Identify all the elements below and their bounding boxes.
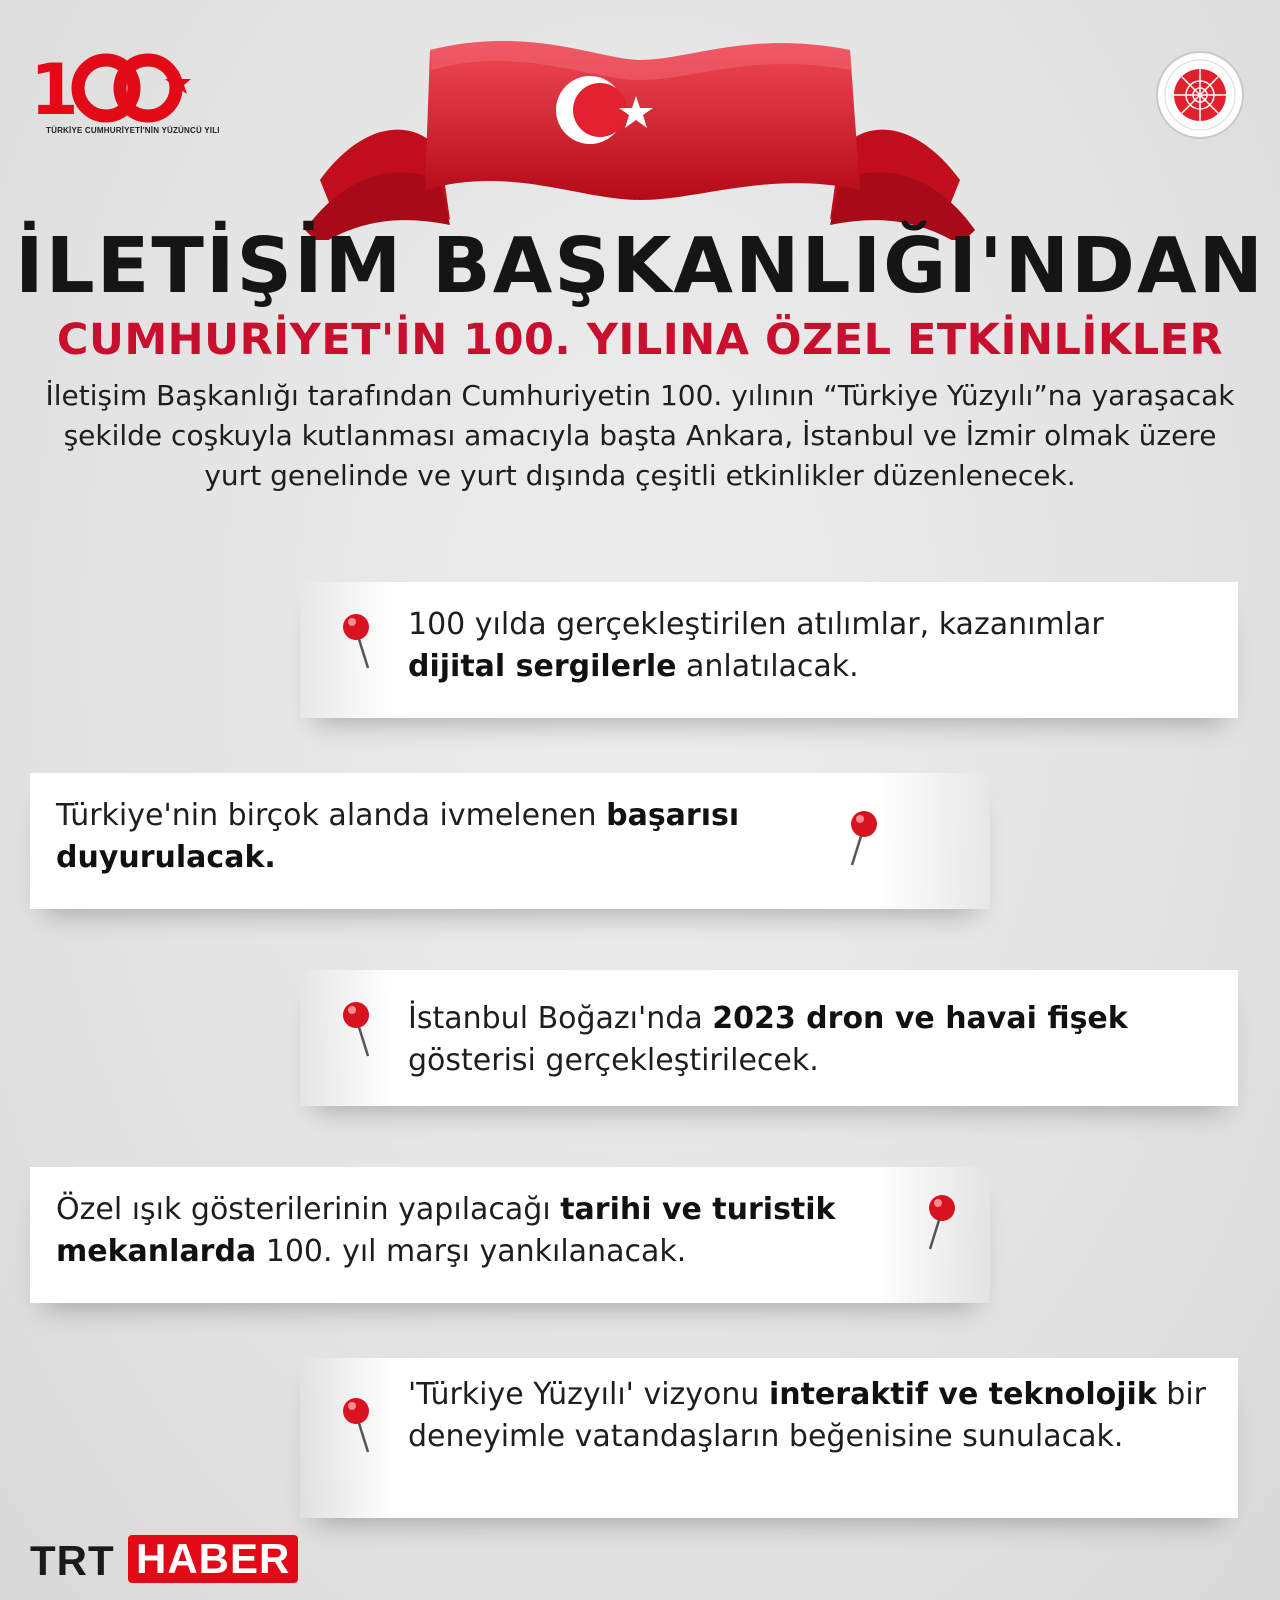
- event-card-2: [30, 773, 990, 909]
- pushpin-icon: [840, 809, 880, 873]
- page-subtitle: CUMHURİYET'İN 100. YILINA ÖZEL ETKİNLİKLER: [56, 315, 1224, 365]
- event-text-4: Özel ışık gösterilerinin yapılacağı tarihi ve turistik mekanlarda 100. yıl marşı yankılanacak.: [56, 1192, 836, 1269]
- event-text-3: İstanbul Boğazı'nda 2023 dron ve havai fişek gösterisi gerçekleştirilecek.: [408, 1001, 1128, 1078]
- event-text-5: 'Türkiye Yüzyılı' vizyonu interaktif ve teknolojik bir deneyimle vatandaşların beğenisine sunulacak.: [408, 1377, 1207, 1454]
- trt-haber-logo: [30, 1535, 320, 1585]
- event-text-1: 100 yılda gerçekleştirilen atılımlar, kazanımlar dijital sergilerle anlatılacak.: [408, 607, 1104, 684]
- pushpin-icon: [340, 1000, 380, 1064]
- event-card-3: [300, 970, 1238, 1106]
- centennial-logo-mark: [28, 48, 198, 128]
- page-title: İLETİŞİM BAŞKANLIĞI'NDAN: [15, 222, 1265, 311]
- centennial-logo: [28, 48, 220, 138]
- event-card-4: [30, 1167, 990, 1303]
- pushpin-icon: [340, 612, 380, 676]
- intro-paragraph: İletişim Başkanlığı tarafından Cumhuriyetin 100. yılının “Türkiye Yüzyılı”na yaraşacak şekilde coşkuyla kutlanması amacıyla başta Ankara, İstanbul ve İzmir olmak üzere yurt genelinde ve yurt dışında çeşitli etkinlikler düzenlenecek.: [45, 379, 1235, 492]
- centennial-logo-caption: TÜRKİYE CUMHURİYETİ'NİN YÜZÜNCÜ YILI: [46, 126, 220, 135]
- turkish-flag-ribbon: [300, 30, 980, 240]
- event-card-1: [300, 582, 1238, 718]
- pushpin-icon: [918, 1193, 958, 1257]
- event-card-5: [300, 1358, 1238, 1518]
- svg-text:1: 1: [30, 49, 69, 128]
- iletisim-baskanligi-seal: [1155, 50, 1245, 140]
- event-text-2: Türkiye'nin birçok alanda ivmelenen başarısı duyurulacak.: [56, 798, 740, 875]
- brand-haber: HABER: [128, 1535, 298, 1583]
- pushpin-icon: [340, 1396, 380, 1460]
- brand-trt: TRT: [30, 1537, 115, 1584]
